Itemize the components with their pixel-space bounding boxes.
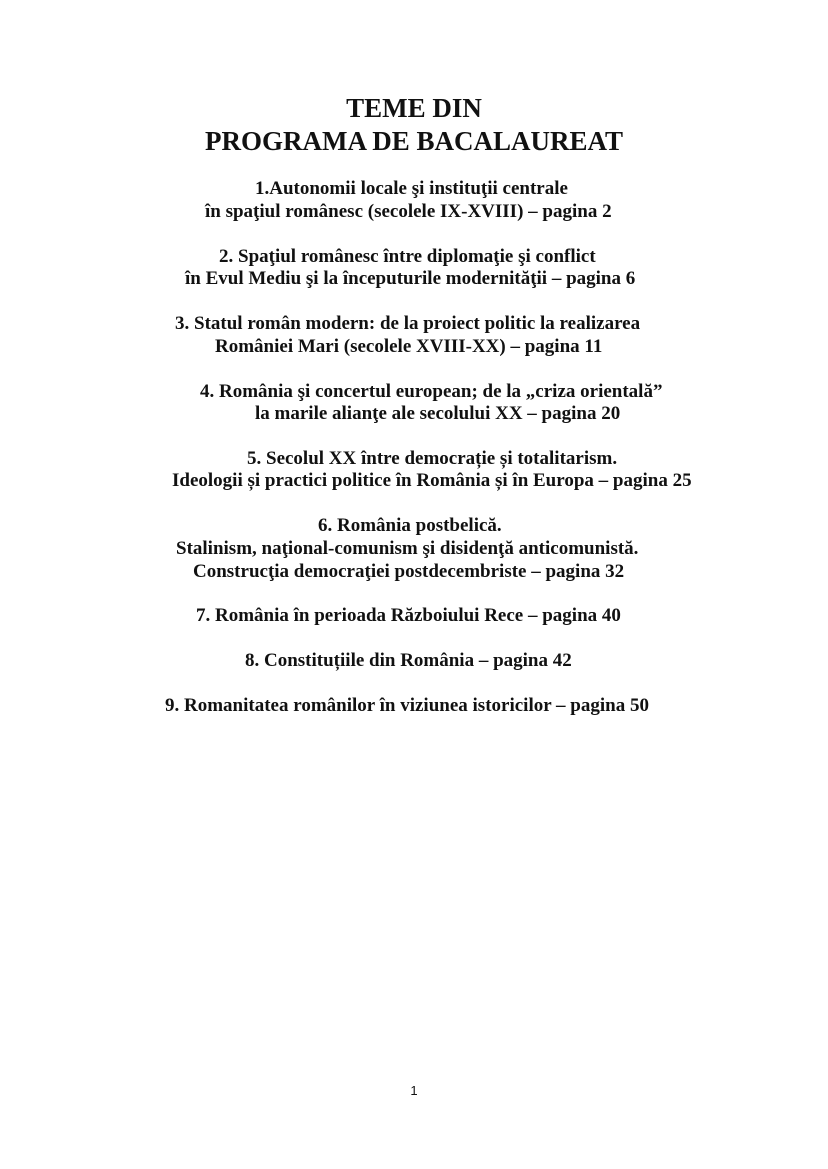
- topic-4-line-1: 4. România şi concertul european; de la „criza orientală”: [200, 381, 663, 402]
- topic-4-line-2: la marile alianţe ale secolului XX – pagina 20: [255, 403, 621, 424]
- topic-1-line-1: 1.Autonomii locale şi instituţii centrale: [255, 178, 568, 199]
- topic-3-line-1: 3. Statul român modern: de la proiect politic la realizarea: [175, 313, 641, 334]
- topic-7-line-1: 7. România în perioada Războiului Rece – pagina 40: [196, 605, 621, 626]
- title-line-1: TEME DIN: [346, 93, 482, 123]
- topic-6-line-2: Stalinism, naţional-comunism şi disidenţă anticomunistă.: [176, 538, 639, 559]
- topic-1-line-2: în spaţiul românesc (secolele IX-XVIII) – pagina 2: [205, 201, 612, 222]
- topic-3-line-2: României Mari (secolele XVIII-XX) – pagina 11: [215, 336, 603, 357]
- title-line-2: PROGRAMA DE BACALAUREAT: [204, 126, 623, 156]
- page-number: 1: [410, 1083, 418, 1098]
- topic-9-line-1: 9. Romanitatea românilor în viziunea istoricilor – pagina 50: [165, 695, 649, 716]
- topic-5-line-1: 5. Secolul XX între democrație și totalitarism.: [247, 448, 618, 469]
- topic-8-line-1: 8. Constituțiile din România – pagina 42: [245, 650, 572, 671]
- topic-2-line-1: 2. Spaţiul românesc între diplomaţie şi conflict: [219, 246, 596, 267]
- topic-6-line-1: 6. România postbelică.: [318, 515, 502, 536]
- topic-5-line-2: Ideologii și practici politice în România și în Europa – pagina 25: [172, 470, 692, 491]
- topic-6-line-3: Construcţia democraţiei postdecembriste – pagina 32: [193, 561, 625, 582]
- topic-2-line-2: în Evul Mediu şi la începuturile modernităţii – pagina 6: [185, 268, 636, 289]
